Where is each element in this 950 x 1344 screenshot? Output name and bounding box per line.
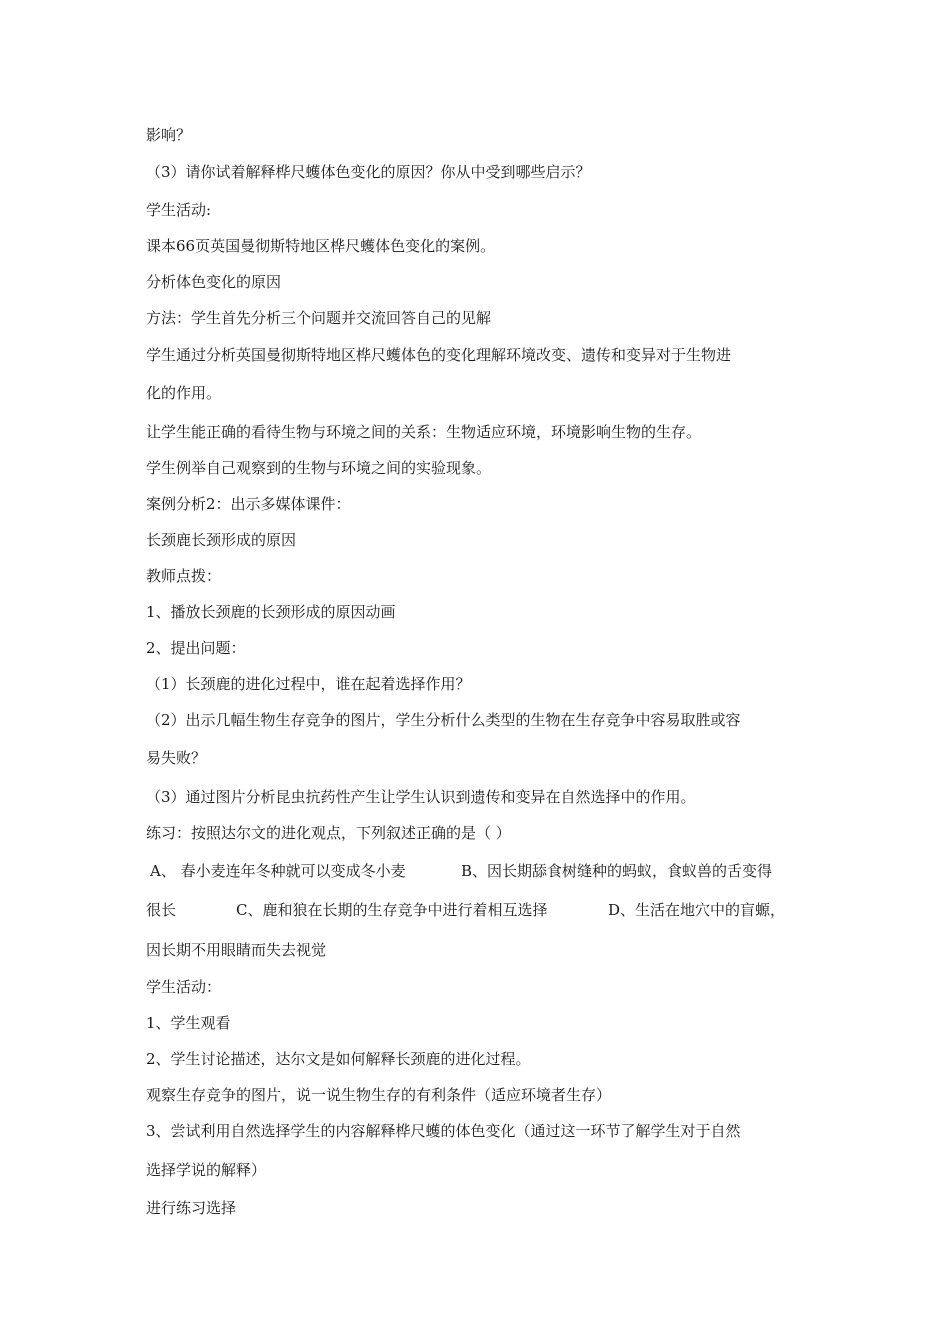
- text-line: （3）请你试着解释桦尺蠖体色变化的原因？你从中受到哪些启示？: [146, 163, 591, 181]
- option-d: D、生活在地穴中的盲螈，: [608, 901, 786, 919]
- text-line: 2、提出问题：: [146, 639, 246, 657]
- text-line: （1）长颈鹿的进化过程中，谁在起着选择作用？: [146, 675, 471, 693]
- text-line: （3）通过图片分析昆虫抗药性产生让学生认识到遗传和变异在自然选择中的作用。: [146, 788, 696, 806]
- text-line: 教师点拨：: [146, 567, 222, 585]
- text-line: 1、播放长颈鹿的长颈形成的原因动画: [146, 603, 396, 621]
- text-line: 课本66页英国曼彻斯特地区桦尺蠖体色变化的案例。: [146, 237, 496, 255]
- text-line: 2、学生讨论描述，达尔文是如何解释长颈鹿的进化过程。: [146, 1050, 531, 1068]
- text-line: 让学生能正确的看待生物与环境之间的关系：生物适应环境，环境影响生物的生存。: [146, 423, 702, 441]
- text-line: 学生活动：: [146, 978, 222, 996]
- text-line: 1、学生观看: [146, 1014, 231, 1032]
- text-line: 易失败？: [146, 749, 207, 767]
- text-line: 学生例举自己观察到的生物与环境之间的实验现象。: [146, 459, 492, 477]
- text-line: 化的作用。: [146, 384, 222, 402]
- text-line: （2）出示几幅生物生存竞争的图片，学生分析什么类型的生物在生存竞争中容易取胜或容: [146, 711, 741, 729]
- option-b: B、因长期舔食树缝种的蚂蚁，食蚁兽的舌变得: [461, 862, 773, 880]
- text-line: 练习：按照达尔文的进化观点，下列叙述正确的是（ ）: [146, 824, 511, 842]
- option-b-continued: 很长: [146, 901, 177, 919]
- text-line: 3、尝试利用自然选择学生的内容解释桦尺蠖的体色变化（通过这一环节了解学生对于自然: [146, 1122, 741, 1140]
- text-line: 选择学说的解释）: [146, 1161, 267, 1179]
- text-line: 长颈鹿长颈形成的原因: [146, 531, 297, 549]
- text-line: 方法：学生首先分析三个问题并交流回答自己的见解: [146, 309, 492, 327]
- text-line: 案例分析2：出示多媒体课件：: [146, 495, 351, 513]
- text-line: 学生活动:: [146, 201, 212, 219]
- option-a: A、 春小麦连年冬种就可以变成冬小麦: [150, 862, 406, 880]
- option-d-continued: 因长期不用眼睛而失去视觉: [146, 941, 327, 959]
- text-line: 分析体色变化的原因: [146, 273, 282, 291]
- text-line: 学生通过分析英国曼彻斯特地区桦尺蠖体色的变化理解环境改变、遗传和变异对于生物进: [146, 346, 732, 364]
- option-c: C、鹿和狼在长期的生存竞争中进行着相互选择: [236, 901, 548, 919]
- text-line: 影响？: [146, 126, 192, 144]
- text-line: 观察生存竞争的图片，说一说生物生存的有利条件（适应环境者生存）: [146, 1086, 612, 1104]
- text-line: 进行练习选择: [146, 1199, 237, 1217]
